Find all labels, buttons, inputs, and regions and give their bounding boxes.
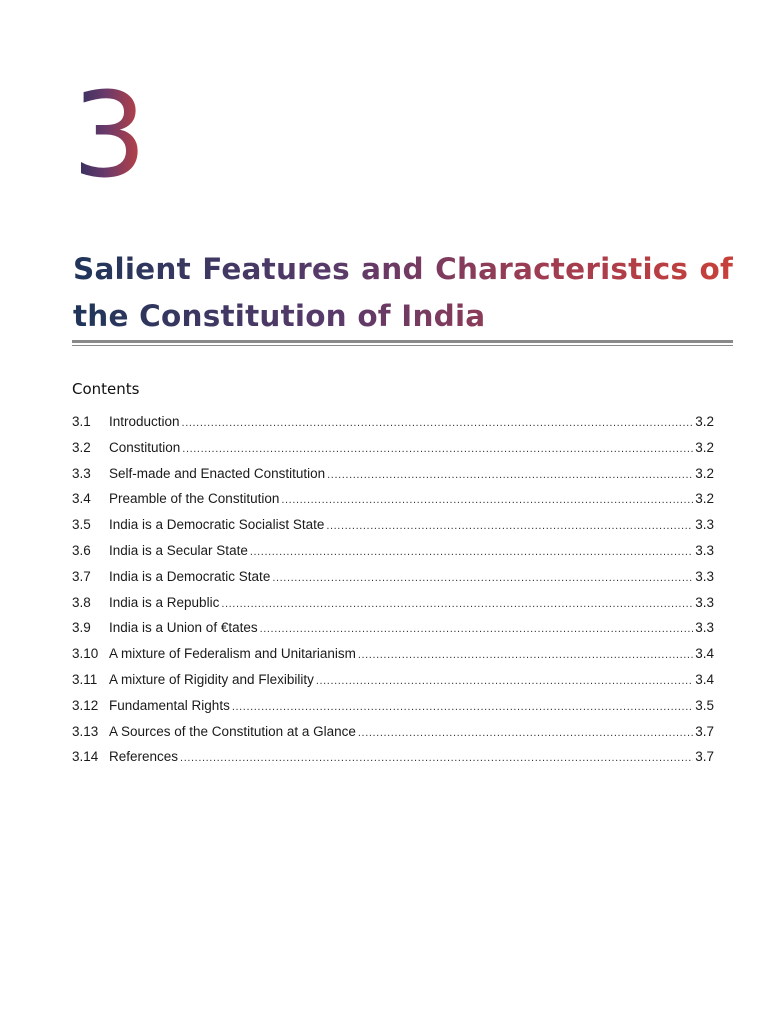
toc-entry-page: 3.3: [695, 542, 714, 558]
toc-entry-page: 3.4: [695, 646, 714, 662]
toc-dot-leader: [358, 649, 693, 661]
toc-entry-page: 3.3: [695, 568, 714, 584]
toc-dot-leader: [232, 701, 693, 713]
toc-entry[interactable]: [72, 414, 714, 440]
toc-entry-label: A mixture of Rigidity and Flexibility: [109, 671, 314, 687]
toc-entry[interactable]: [72, 672, 714, 698]
toc-dot-leader: [281, 494, 693, 506]
title-divider: [72, 340, 733, 346]
toc-entry-number: 3.1: [72, 414, 91, 429]
toc-dot-leader: [316, 675, 693, 687]
toc-entry-number: 3.5: [72, 517, 91, 533]
toc-entry[interactable]: [72, 569, 714, 595]
toc-dot-leader: [260, 623, 694, 635]
toc-entry-label: A Sources of the Constitution at a Glance: [109, 723, 356, 739]
table-of-contents: [72, 414, 714, 775]
toc-entry-label: Fundamental Rights: [109, 697, 230, 713]
toc-entry-number: 3.9: [72, 620, 91, 636]
toc-entry-page: 3.7: [695, 723, 714, 739]
toc-entry-label: India is a Republic: [109, 594, 220, 610]
toc-entry-label: Preamble of the Constitution: [109, 491, 280, 507]
toc-entry-page: 3.2: [695, 414, 714, 429]
toc-entry-label: India is a Democratic Socialist State: [109, 517, 325, 533]
toc-entry-number: 3.8: [72, 594, 91, 610]
toc-entry[interactable]: [72, 543, 714, 569]
toc-entry[interactable]: [72, 466, 714, 492]
chapter-number: 3: [72, 66, 148, 204]
toc-dot-leader: [182, 417, 694, 429]
toc-entry[interactable]: [72, 595, 714, 621]
toc-entry[interactable]: [72, 517, 714, 543]
toc-entry-page: 3.4: [695, 671, 714, 687]
toc-entry-page: 3.3: [695, 620, 714, 636]
toc-dot-leader: [272, 572, 693, 584]
toc-dot-leader: [358, 727, 693, 739]
toc-dot-leader: [180, 752, 693, 764]
toc-entry-label: India is a Union of €tates: [109, 620, 258, 636]
toc-entry-number: 3.12: [72, 697, 99, 713]
toc-entry-page: 3.2: [695, 491, 714, 507]
toc-entry-number: 3.13: [72, 723, 99, 739]
toc-entry-label: India is a Secular State: [109, 542, 248, 558]
toc-entry-label: Self-made and Enacted Constitution: [109, 465, 326, 481]
toc-entry-page: 3.3: [695, 517, 714, 533]
toc-entry[interactable]: [72, 749, 714, 775]
toc-entry-number: 3.14: [72, 749, 99, 765]
toc-dot-leader: [182, 443, 693, 455]
toc-entry-label: References: [109, 749, 179, 765]
toc-entry[interactable]: [72, 698, 714, 724]
toc-entry-page: 3.5: [695, 697, 714, 713]
toc-entry[interactable]: [72, 491, 714, 517]
toc-entry[interactable]: [72, 440, 714, 466]
toc-entry[interactable]: [72, 724, 714, 750]
toc-entry-number: 3.10: [72, 646, 99, 662]
toc-entry[interactable]: [72, 620, 714, 646]
toc-entry-label: India is a Democratic State: [109, 568, 271, 584]
toc-entry-page: 3.2: [695, 465, 714, 481]
toc-entry-number: 3.7: [72, 568, 91, 584]
toc-dot-leader: [327, 469, 693, 481]
toc-entry-label: A mixture of Federalism and Unitarianism: [109, 646, 356, 662]
toc-dot-leader: [326, 520, 693, 532]
toc-entry-page: 3.2: [695, 439, 714, 455]
toc-entry-page: 3.7: [695, 749, 714, 765]
toc-entry-label: Constitution: [109, 439, 181, 455]
toc-entry-page: 3.3: [695, 594, 714, 610]
toc-entry[interactable]: [72, 646, 714, 672]
toc-entry-number: 3.6: [72, 542, 91, 558]
toc-dot-leader: [250, 546, 693, 558]
toc-entry-number: 3.4: [72, 491, 91, 507]
toc-entry-label: Introduction: [109, 414, 180, 429]
toc-entry-number: 3.3: [72, 465, 91, 481]
contents-heading: Contents: [72, 380, 140, 398]
toc-dot-leader: [221, 598, 693, 610]
chapter-title: Salient Features and Characteristics of the Constitution of India: [73, 246, 733, 340]
toc-entry-number: 3.11: [72, 671, 98, 687]
toc-entry-number: 3.2: [72, 439, 91, 455]
